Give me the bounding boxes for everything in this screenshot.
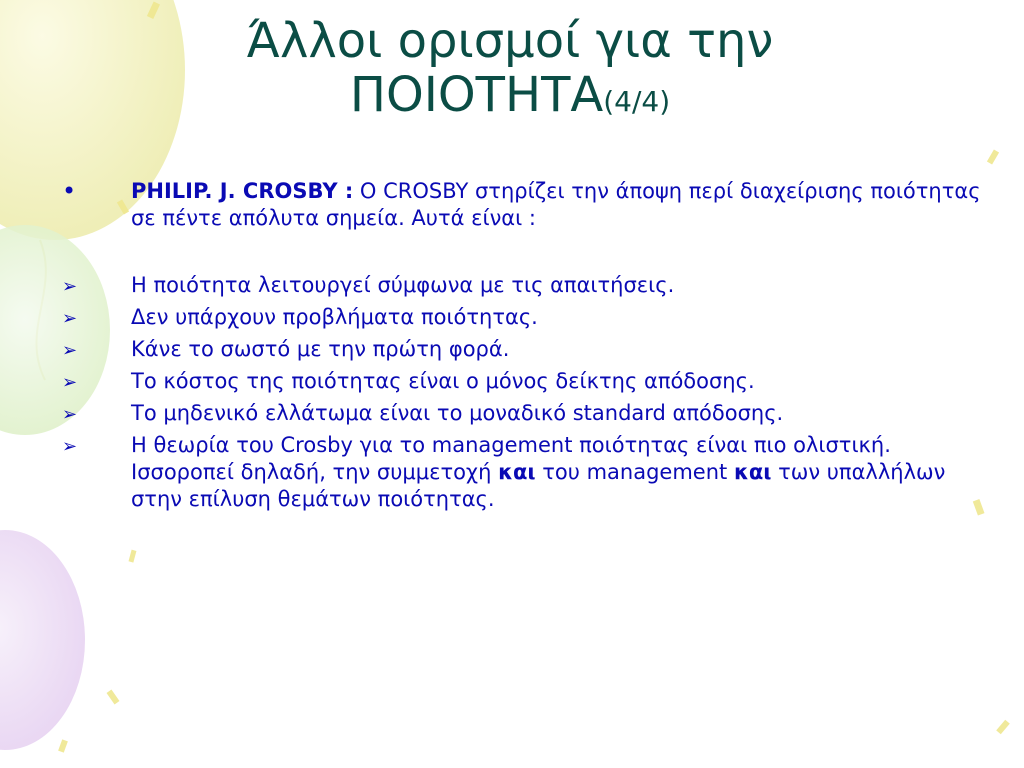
list-item-text: Δεν υπάρχουν προβλήματα ποιότητας. [131,305,538,329]
arrow-bullet-icon: ➢ [62,308,78,329]
list-item-text-part-1: Η θεωρία του Crosby για το management ποιότητας είναι πιο ολιστική. Ισσοροπεί δηλαδή, την συμμετοχή [131,433,891,484]
emphasis-and-1: και [498,460,536,484]
list-item-text-part-3: των υπαλλήλων στην επίλυση θεμάτων ποιότητας. [131,460,946,511]
emphasis-and-2: και [733,460,772,484]
intro-paragraph [60,178,990,232]
list-item [60,336,990,363]
arrow-bullet-icon: ➢ [62,436,78,457]
slide-body [60,178,990,518]
list-item-text: Το κόστος της ποιότητας είναι ο μόνος δείκτης απόδοσης. [131,369,755,393]
arrow-bullet-icon: ➢ [62,340,78,361]
title-main: ΠΟΙΟΤΗΤΑ [349,67,604,123]
intro-text: Ο CROSBY στηρίζει την άποψη περί διαχείρισης ποιότητας σε πέντε απόλυτα σημεία. Αυτά είναι : [131,179,981,230]
bullet-icon: • [62,177,77,205]
arrow-bullet-icon: ➢ [62,372,78,393]
title-page-indicator: (4/4) [603,85,671,118]
arrow-bullet-icon: ➢ [62,276,78,297]
list-item [60,272,990,299]
arrow-bullet-icon: ➢ [62,404,78,425]
title-line-2 [110,68,910,129]
slide-title [110,14,910,129]
author-name: PHILIP. J. CROSBY : [131,179,354,203]
list-item-text: Η ποιότητα λειτουργεί σύμφωνα με τις απαιτήσεις. [131,273,675,297]
list-item [60,368,990,395]
list-item [60,432,990,513]
list-item [60,304,990,331]
title-line-1: Άλλοι ορισμοί για την [246,13,774,69]
list-item [60,400,990,427]
lilac-balloon [0,530,85,750]
list-item-text: Κάνε το σωστό με την πρώτη φορά. [131,337,510,361]
list-item-text-part-2: του management [535,460,734,484]
list-item-text: Το μηδενικό ελλάτωμα είναι το μοναδικό standard απόδοσης. [131,401,784,425]
